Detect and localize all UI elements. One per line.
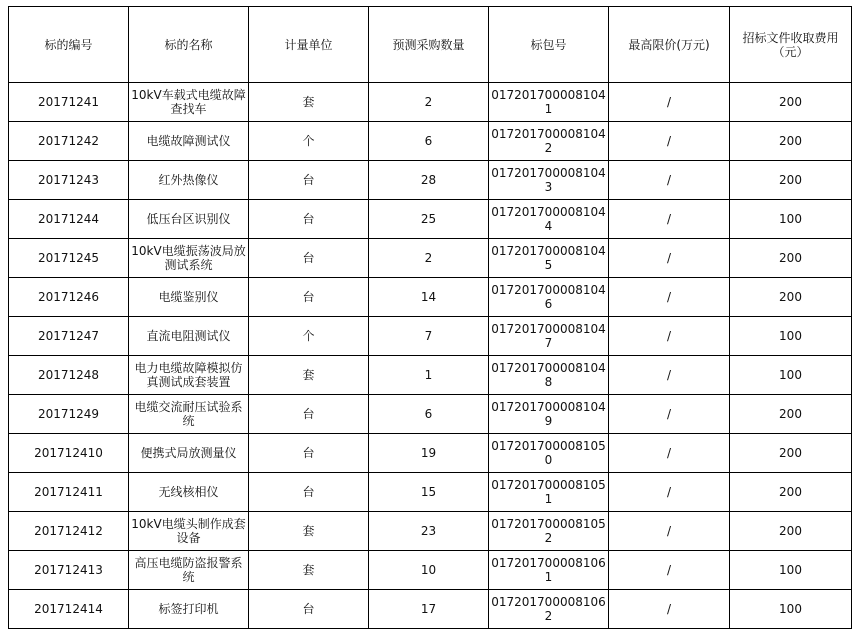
cell-item-name: 低压台区识别仪 <box>129 200 249 239</box>
cell-item-name: 无线核相仪 <box>129 473 249 512</box>
cell-max-price: / <box>609 551 730 590</box>
cell-unit: 台 <box>249 434 369 473</box>
cell-package-number: 0172017000081048 <box>489 356 609 395</box>
cell-document-fee: 200 <box>730 161 852 200</box>
cell-max-price: / <box>609 395 730 434</box>
cell-max-price: / <box>609 317 730 356</box>
cell-document-fee: 200 <box>730 278 852 317</box>
cell-quantity: 17 <box>369 590 489 629</box>
cell-unit: 个 <box>249 122 369 161</box>
cell-quantity: 1 <box>369 356 489 395</box>
table-header-row <box>9 7 852 83</box>
table-row <box>9 395 852 434</box>
cell-quantity: 25 <box>369 200 489 239</box>
cell-quantity: 6 <box>369 395 489 434</box>
header-item-name: 标的名称 <box>129 7 249 83</box>
cell-max-price: / <box>609 83 730 122</box>
cell-item-number: 20171242 <box>9 122 129 161</box>
cell-document-fee: 200 <box>730 473 852 512</box>
cell-document-fee: 200 <box>730 395 852 434</box>
cell-unit: 套 <box>249 512 369 551</box>
cell-item-number: 20171249 <box>9 395 129 434</box>
cell-item-name: 电缆交流耐压试验系统 <box>129 395 249 434</box>
cell-quantity: 28 <box>369 161 489 200</box>
header-package-number: 标包号 <box>489 7 609 83</box>
table-row <box>9 122 852 161</box>
cell-package-number: 0172017000081062 <box>489 590 609 629</box>
cell-unit: 台 <box>249 161 369 200</box>
cell-unit: 台 <box>249 473 369 512</box>
cell-item-name: 10kV电缆振荡波局放测试系统 <box>129 239 249 278</box>
cell-quantity: 19 <box>369 434 489 473</box>
cell-item-number: 201712412 <box>9 512 129 551</box>
bid-table-container <box>8 6 852 629</box>
cell-quantity: 7 <box>369 317 489 356</box>
cell-max-price: / <box>609 278 730 317</box>
cell-unit: 台 <box>249 200 369 239</box>
cell-max-price: / <box>609 434 730 473</box>
cell-document-fee: 200 <box>730 434 852 473</box>
cell-item-name: 直流电阻测试仪 <box>129 317 249 356</box>
cell-item-number: 20171244 <box>9 200 129 239</box>
table-row <box>9 473 852 512</box>
cell-item-number: 20171245 <box>9 239 129 278</box>
cell-package-number: 0172017000081046 <box>489 278 609 317</box>
cell-package-number: 0172017000081052 <box>489 512 609 551</box>
cell-max-price: / <box>609 200 730 239</box>
cell-unit: 台 <box>249 278 369 317</box>
header-unit: 计量单位 <box>249 7 369 83</box>
bid-items-table <box>8 6 852 629</box>
cell-package-number: 0172017000081061 <box>489 551 609 590</box>
cell-document-fee: 100 <box>730 356 852 395</box>
table-row <box>9 200 852 239</box>
cell-quantity: 6 <box>369 122 489 161</box>
cell-max-price: / <box>609 122 730 161</box>
cell-quantity: 23 <box>369 512 489 551</box>
table-row <box>9 239 852 278</box>
cell-item-number: 20171243 <box>9 161 129 200</box>
cell-unit: 套 <box>249 356 369 395</box>
cell-item-number: 20171246 <box>9 278 129 317</box>
cell-quantity: 14 <box>369 278 489 317</box>
table-row <box>9 83 852 122</box>
cell-item-name: 标签打印机 <box>129 590 249 629</box>
cell-max-price: / <box>609 512 730 551</box>
cell-document-fee: 100 <box>730 317 852 356</box>
cell-max-price: / <box>609 239 730 278</box>
cell-package-number: 0172017000081049 <box>489 395 609 434</box>
cell-item-number: 201712414 <box>9 590 129 629</box>
header-quantity: 预测采购数量 <box>369 7 489 83</box>
cell-quantity: 10 <box>369 551 489 590</box>
table-row <box>9 551 852 590</box>
cell-package-number: 0172017000081050 <box>489 434 609 473</box>
cell-document-fee: 100 <box>730 590 852 629</box>
cell-package-number: 0172017000081047 <box>489 317 609 356</box>
cell-item-name: 高压电缆防盗报警系统 <box>129 551 249 590</box>
cell-package-number: 0172017000081041 <box>489 83 609 122</box>
header-max-price: 最高限价(万元) <box>609 7 730 83</box>
cell-document-fee: 200 <box>730 122 852 161</box>
cell-quantity: 2 <box>369 83 489 122</box>
table-row <box>9 317 852 356</box>
cell-unit: 个 <box>249 317 369 356</box>
cell-item-name: 红外热像仪 <box>129 161 249 200</box>
cell-document-fee: 200 <box>730 239 852 278</box>
cell-item-name: 电力电缆故障模拟仿真测试成套装置 <box>129 356 249 395</box>
header-item-number: 标的编号 <box>9 7 129 83</box>
cell-package-number: 0172017000081044 <box>489 200 609 239</box>
cell-max-price: / <box>609 161 730 200</box>
cell-package-number: 0172017000081042 <box>489 122 609 161</box>
cell-max-price: / <box>609 473 730 512</box>
cell-document-fee: 200 <box>730 512 852 551</box>
cell-unit: 台 <box>249 590 369 629</box>
cell-max-price: / <box>609 590 730 629</box>
cell-item-number: 201712413 <box>9 551 129 590</box>
cell-item-name: 便携式局放测量仪 <box>129 434 249 473</box>
cell-document-fee: 100 <box>730 551 852 590</box>
cell-item-number: 201712410 <box>9 434 129 473</box>
cell-quantity: 2 <box>369 239 489 278</box>
cell-item-number: 20171241 <box>9 83 129 122</box>
table-row <box>9 278 852 317</box>
cell-item-name: 10kV电缆头制作成套设备 <box>129 512 249 551</box>
cell-item-name: 10kV车载式电缆故障查找车 <box>129 83 249 122</box>
table-row <box>9 590 852 629</box>
cell-package-number: 0172017000081045 <box>489 239 609 278</box>
cell-max-price: / <box>609 356 730 395</box>
cell-item-name: 电缆故障测试仪 <box>129 122 249 161</box>
table-row <box>9 512 852 551</box>
cell-unit: 套 <box>249 83 369 122</box>
cell-unit: 台 <box>249 395 369 434</box>
cell-item-name: 电缆鉴别仪 <box>129 278 249 317</box>
table-row <box>9 161 852 200</box>
cell-package-number: 0172017000081043 <box>489 161 609 200</box>
cell-item-number: 201712411 <box>9 473 129 512</box>
table-row <box>9 356 852 395</box>
cell-item-number: 20171247 <box>9 317 129 356</box>
cell-quantity: 15 <box>369 473 489 512</box>
cell-unit: 套 <box>249 551 369 590</box>
cell-document-fee: 200 <box>730 83 852 122</box>
cell-package-number: 0172017000081051 <box>489 473 609 512</box>
table-row <box>9 434 852 473</box>
cell-item-number: 20171248 <box>9 356 129 395</box>
cell-document-fee: 100 <box>730 200 852 239</box>
header-document-fee: 招标文件收取费用（元） <box>730 7 852 83</box>
cell-unit: 台 <box>249 239 369 278</box>
